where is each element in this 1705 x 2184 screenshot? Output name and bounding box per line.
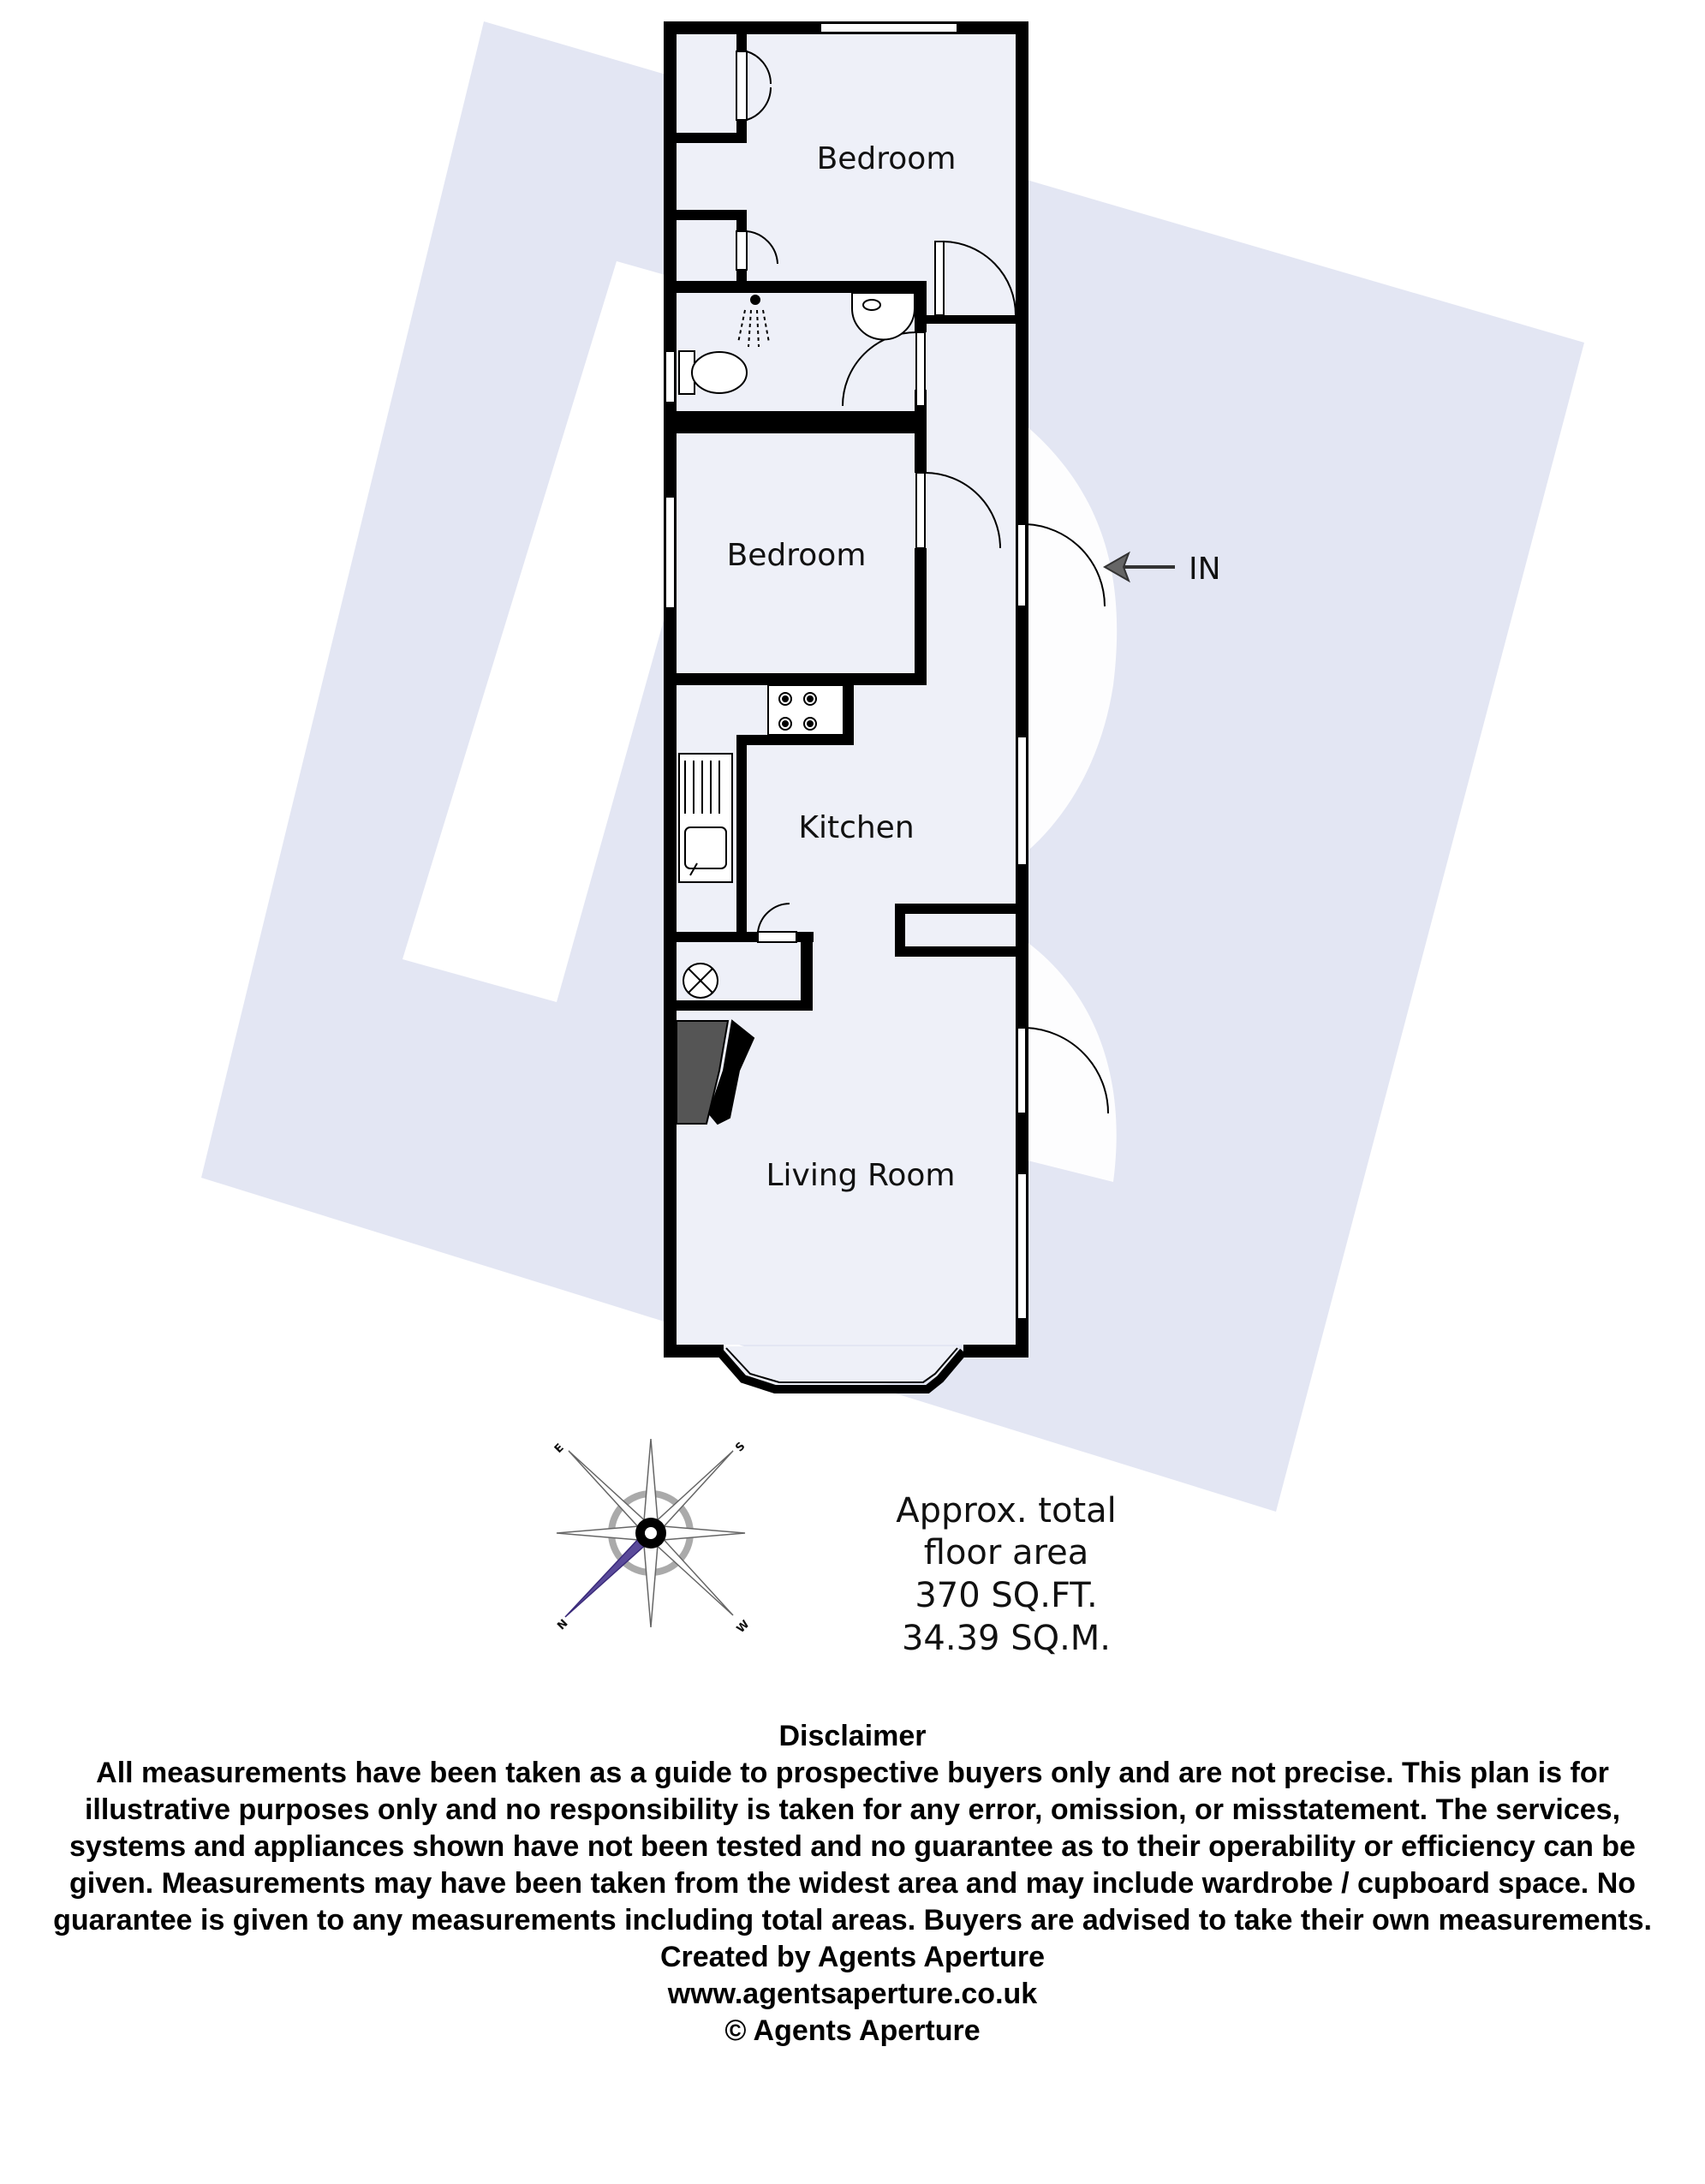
room-label-living-room: Living Room [766,1158,956,1193]
sink-icon [679,754,732,882]
compass-rose [552,1439,753,1636]
room-label-bedroom-2: Bedroom [726,538,867,573]
area-sq-ft: 370 SQ.FT. [915,1576,1098,1615]
compass-south-label: S [733,1440,748,1455]
created-by: Created by Agents Aperture [659,1941,1046,1973]
disclaimer-title: Disclaimer [778,1720,927,1752]
entrance-label: IN [1189,552,1221,587]
compass-north-label: N [555,1617,571,1633]
toilet-icon [679,351,747,394]
hob-icon [768,685,844,735]
area-sq-m: 34.39 SQ.M. [901,1619,1112,1658]
floor-area [896,1491,1117,1658]
website-link[interactable]: www.agentsaperture.co.uk [667,1978,1038,2010]
room-label-bedroom-1: Bedroom [816,141,957,176]
room-label-kitchen: Kitchen [798,810,915,845]
disclaimer-body: All measurements have been taken as a guide to prospective buyers only and are not precise. This plan is for illustrative purposes only and no responsibility is taken for any error, omission, or misstatement. The services, systems and appliances shown have not been tested and no guarantee as to their operability or efficiency can be given. Measurements may have been taken from the widest area and may include wardrobe / cupboard space. No guarantee is given to any measurements including total areas. Buyers are advised to take their own measurements. [53,1757,1652,1936]
disclaimer-block [34,1718,1671,2050]
copyright: © Agents Aperture [724,2014,981,2047]
compass-needle-icon [565,1533,651,1617]
area-line-2: floor area [923,1533,1089,1572]
area-line-1: Approx. total [896,1491,1117,1531]
boiler-icon [683,964,718,998]
compass-west-label: W [734,1618,753,1636]
compass-east-label: E [551,1441,567,1456]
